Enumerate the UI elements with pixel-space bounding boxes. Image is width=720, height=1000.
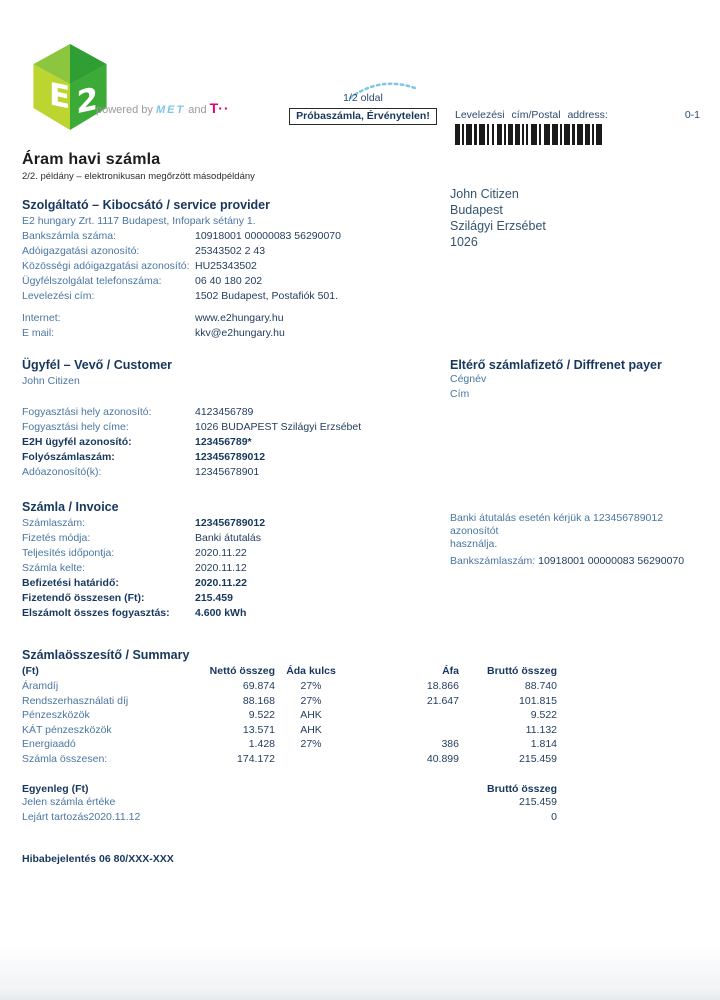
svg-text:2: 2 [76,81,99,122]
different-payer-heading: Eltérő számlafizető / Diffrenet payer [450,358,662,372]
invoice-row: Számla kelte: 2020.11.12 [22,562,247,574]
recipient-city: Budapest [450,203,503,217]
provider-heading: Szolgáltató – Kibocsátó / service provider [22,198,270,212]
provider-row: Levelezési cím: 1502 Budapest, Postafiók 501. [22,290,339,302]
provider-row: Adóigazgatási azonosító: 25343502 2 43 [22,245,266,257]
page-number: 1/2 oldal [343,92,383,104]
invoice-row: Teljesítés időpontja: 2020.11.22 [22,547,247,559]
page-ref: 0-1 [684,109,700,121]
invoice-row: Számlaszám: 123456789012 [22,517,266,529]
summary-col-netto: Nettó összeg [209,665,275,677]
balance-col-brutto: Bruttó összeg [486,783,557,795]
different-payer-address: Cím [450,388,470,400]
section-different-payer [450,358,700,402]
svg-text:E: E [48,76,71,117]
telekom-dots-icon: ·· [218,100,230,116]
provider-company: E2 hungary Zrt. 1117 Budapest, Infopark sétány 1. [22,215,256,227]
e2-logo-icon [24,44,116,130]
section-balance [22,783,557,825]
section-summary [22,648,557,767]
powered-by-line [96,100,230,116]
invoice-row: Fizetés módja: Banki átutalás [22,532,261,544]
e2-logo [24,44,116,130]
invoice-row: Elszámolt összes fogyasztás: 4.600 kWh [22,607,247,619]
bank-account-value: 10918001 00000083 56290070 [538,555,685,567]
customer-row: Fogyasztási hely azonosító: 4123456789 [22,406,254,418]
summary-row: Áramdíj 69.874 27% 18.866 88.740 [22,680,557,692]
summary-col-brutto: Bruttó összeg [486,665,557,677]
bank-note-line2: használja. [450,538,498,550]
error-report-line: Hibabejelentés 06 80/XXX-XXX [22,853,174,865]
powered-prefix: powered by [96,104,153,116]
section-customer [22,358,442,480]
summary-row: Rendszerhasználati díj 88.168 27% 21.647 101.815 [22,694,557,707]
section-service-provider [22,198,422,341]
powered-and: and [188,104,207,116]
telekom-t-icon: T [209,100,219,116]
summary-total-row: Számla összesen: 174.172 40.899 215.459 [22,752,557,765]
summary-col-afa: Áfa [442,665,459,677]
recipient-street: Szilágyi Erzsébet [450,219,546,233]
met-logo: MET [155,104,186,116]
summary-row: Energiaadó 1.428 27% 386 1.814 [22,738,557,751]
barcode [455,124,605,150]
balance-heading: Egyenleg (Ft) [22,783,89,795]
invoice-heading: Számla / Invoice [22,500,119,514]
customer-row: E2H ügyfél azonosító: 123456789* [22,436,252,448]
customer-row: Adóazonosító(k): 12345678901 [22,466,260,478]
document-title: Áram havi számla [22,151,161,168]
postal-address-label: Levelezési cím/Postal address: [455,109,608,121]
bank-transfer-note [450,512,705,568]
recipient-name: John Citizen [450,187,519,201]
bank-note-line1: Banki átutalás esetén kérjük a 123456789012 azonosítót [450,512,664,537]
scan-artifact [0,945,720,1000]
customer-heading: Ügyfél – Vevő / Customer [22,358,173,372]
summary-col-kulcs: Áda kulcs [286,665,336,677]
summary-row: KÁT pénzeszközök 13.571 AHK 11.132 [22,723,557,736]
balance-row: Jelen számla értéke 215.459 [22,796,557,808]
section-invoice [22,500,442,621]
provider-row: Ügyfélszolgálat telefonszáma: 06 40 180 202 [22,275,263,287]
balance-row: Lejárt tartozás2020.11.12 0 [22,811,557,823]
provider-row: Bankszámla száma: 10918001 00000083 56290070 [22,230,341,242]
summary-header-row [22,664,557,679]
recipient-address [450,186,546,250]
proof-invoice-badge: Próbaszámla, Érvénytelen! [289,108,437,125]
summary-row: Pénzeszközök 9.522 AHK 9.522 [22,709,557,722]
bank-account-label: Bankszámlaszám: [450,555,536,567]
recipient-zip: 1026 [450,235,478,249]
invoice-row: Befizetési határidő: 2020.11.22 [22,577,247,589]
customer-name: John Citizen [22,375,80,387]
summary-unit: (Ft) [22,665,39,677]
customer-row: Folyószámlaszám: 123456789012 [22,451,266,463]
summary-heading: Számlaösszesítő / Summary [22,648,190,662]
provider-row: E mail: kkv@e2hungary.hu [22,327,285,339]
provider-row: Közösségi adóigazgatási azonosító: HU25343502 [22,260,257,272]
provider-row: Internet: www.e2hungary.hu [22,312,284,324]
different-payer-company: Cégnév [450,373,487,385]
customer-row: Fogyasztási hely címe: 1026 BUDAPEST Szilágyi Erzsébet [22,421,362,433]
document-subtitle: 2/2. példány – elektronikusan megőrzött másodpéldány [22,171,255,182]
invoice-row: Fizetendő összesen (Ft): 215.459 [22,592,233,604]
